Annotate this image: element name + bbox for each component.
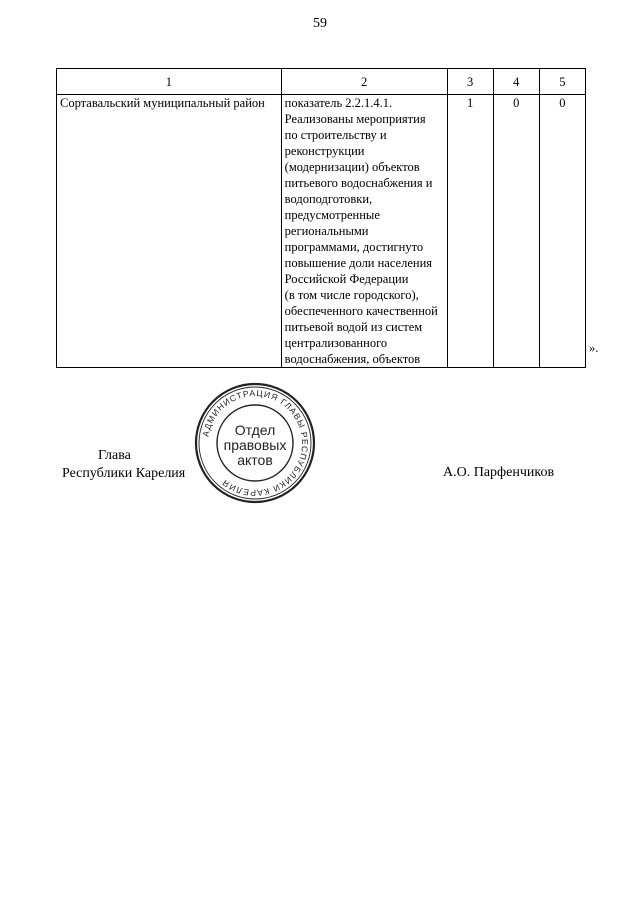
description-line: региональными (284, 224, 369, 238)
header-col-4: 4 (493, 69, 539, 95)
indicator-description-cell (281, 95, 447, 368)
description-line: программами, достигнуто (284, 240, 424, 254)
description-line: показатель 2.2.1.4.1. (284, 96, 393, 110)
header-col-2: 2 (281, 69, 447, 95)
stamp-ring-text: АДМИНИСТРАЦИЯ ГЛАВЫ РЕСПУБЛИКИ КАРЕЛИЯ (200, 387, 311, 499)
header-col-1: 1 (57, 69, 282, 95)
description-line: реконструкции (284, 144, 365, 158)
official-stamp-icon (193, 381, 317, 505)
page-number: 59 (313, 16, 327, 31)
value-col-5: 0 (539, 95, 585, 368)
description-line: обеспеченного качественной (284, 304, 438, 318)
description-line: (в том числе городского), (284, 288, 419, 302)
description-line: питьевого водоснабжения и (284, 176, 433, 190)
value-col-4: 0 (493, 95, 539, 368)
table-row (57, 95, 586, 368)
description-line: по строительству и (284, 128, 387, 142)
signature-title (62, 447, 185, 483)
description-line: Российской Федерации (284, 272, 409, 286)
closing-quote: ». (589, 341, 599, 355)
document-table (56, 68, 586, 368)
header-col-3: 3 (447, 69, 493, 95)
description-line: водоподготовки, (284, 192, 373, 206)
description-line: предусмотренные (284, 208, 380, 222)
signer-name: А.О. Парфенчиков (443, 465, 555, 480)
stamp-text-line-3: актов (237, 452, 273, 468)
signature-title-line-1: Глава (98, 448, 131, 463)
district-cell: Сортавальский муниципальный район (57, 95, 282, 368)
description-line: водоснабжения, объектов (284, 352, 421, 366)
signature-title-line-2: Республики Карелия (62, 466, 186, 481)
description-line: повышение доли населения (284, 256, 433, 270)
header-col-5: 5 (539, 69, 585, 95)
description-line: питьевой водой из систем (284, 320, 423, 334)
description-line: (модернизации) объектов (284, 160, 420, 174)
description-line: Реализованы мероприятия (284, 112, 426, 126)
stamp-text-line-2: правовых (223, 437, 287, 453)
stamp-text-line-1: Отдел (234, 422, 276, 438)
description-line: централизованного (284, 336, 388, 350)
value-col-3: 1 (447, 95, 493, 368)
table-header-row (57, 69, 586, 95)
